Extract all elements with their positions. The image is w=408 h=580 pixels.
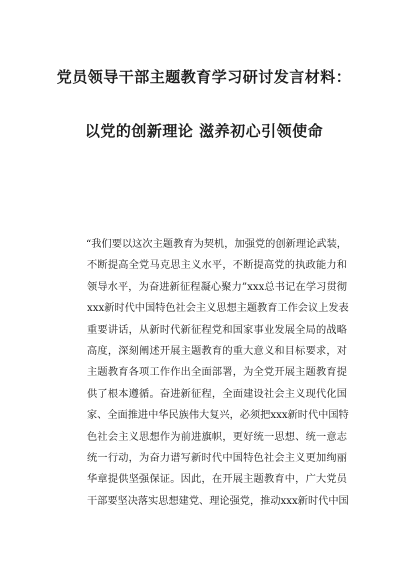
body-line: 干部要坚决落实思想建党、理论强党，推动xxx新时代中国: [87, 495, 349, 507]
document-body: [87, 234, 347, 512]
document-title: 党员领导干部主题教育学习研讨发言材料：: [56, 68, 352, 86]
body-line: 重要讲话，从新时代新征程党和国家事业发展全局的战略: [87, 324, 347, 336]
body-line: xxx新时代中国特色社会主义思想主题教育工作会议上发表: [87, 303, 349, 315]
body-line: 主题教育各项工作作出全面部署，为全党开展主题教育提: [87, 367, 347, 379]
body-line: 家、全面推进中华民族伟大复兴，必须把xxx新时代中国特: [87, 410, 349, 422]
body-line: 色社会主义思想作为前进旗帜，更好统一思想、统一意志: [87, 431, 347, 443]
body-line: 不断提高全党马克思主义水平，不断提高党的执政能力和: [87, 260, 347, 272]
body-line: 华章提供坚强保证。因此，在开展主题教育中，广大党员: [87, 474, 347, 486]
document-subtitle: 以党的创新理论 滋养初心引领使命: [84, 122, 324, 140]
body-line: 高度，深刻阐述开展主题教育的重大意义和目标要求，对: [87, 345, 347, 357]
body-line: “我们要以这次主题教育为契机，加强党的创新理论武装，: [86, 239, 347, 250]
body-line: 统一行动，为奋力谱写新时代中国特色社会主义更加绚丽: [87, 452, 347, 464]
body-line: 领导水平，为奋进新征程凝心聚力”xxx总书记在学习贯彻: [87, 281, 347, 293]
body-line: 供了根本遵循。奋进新征程，全面建设社会主义现代化国: [87, 388, 347, 400]
